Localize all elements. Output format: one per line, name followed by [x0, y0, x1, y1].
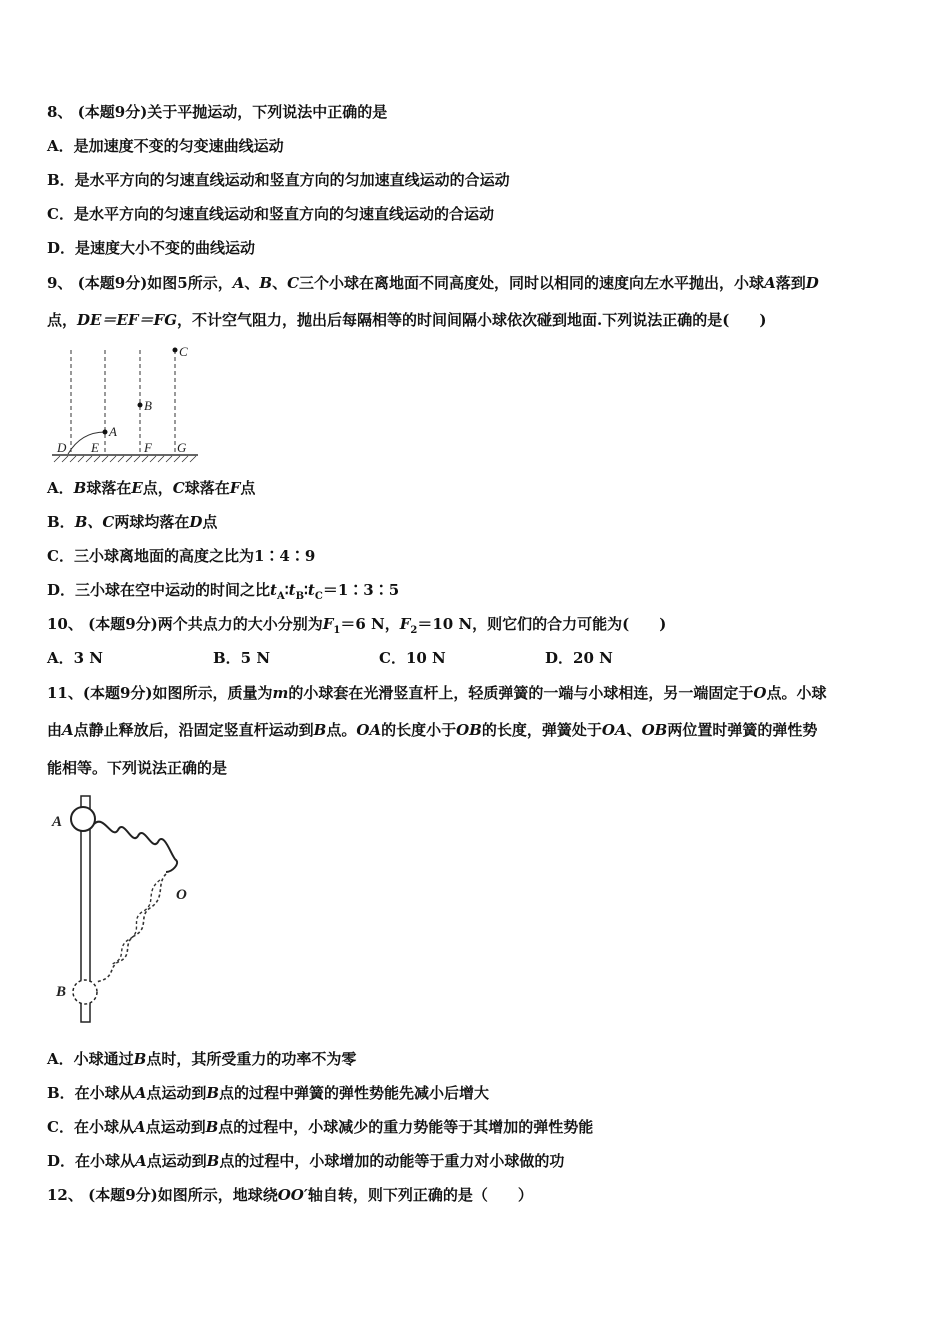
q9-stem-line1: 9、 (本题9分)如图5所示，A、B、C三个小球在离地面不同高度处，同时以相同的速度向左水平抛出，小球A落到D	[47, 274, 819, 292]
label-b: B	[56, 984, 67, 1000]
q8-option-b: B．是水平方向的匀速直线运动和竖直方向的匀加速直线运动的合运动	[47, 171, 510, 189]
ball-c-dot	[173, 348, 178, 353]
q10-option-c: C．10 N	[379, 649, 446, 667]
q9-option-a: A．B球落在E点，C球落在F点	[47, 479, 256, 497]
label-c: C	[179, 344, 188, 359]
q9-option-c: C．三小球离地面的高度之比为1∶4∶9	[47, 547, 316, 565]
q10-option-d: D．20 N	[545, 649, 613, 667]
spring-at-a	[94, 822, 177, 872]
label-a: A	[109, 424, 117, 439]
ball-a-dot	[103, 430, 108, 435]
q11-stem-line1: 11、(本题9分)如图所示，质量为m的小球套在光滑竖直杆上，轻质弹簧的一端与小球相连，另一端固定于O点。小球	[47, 684, 827, 702]
q9-option-b: B．B、C两球均落在D点	[47, 513, 218, 531]
q9-figure	[46, 342, 206, 464]
q8-option-a: A．是加速度不变的匀变速曲线运动	[47, 137, 284, 155]
q11-option-c: C．在小球从A点运动到B点的过程中，小球减少的重力势能等于其增加的弹性势能	[47, 1118, 594, 1136]
q10-option-a: A．3 N	[47, 649, 104, 667]
q12-stem: 12、 (本题9分)如图所示，地球绕OO′轴自转，则下列正确的是（ ）	[47, 1186, 533, 1204]
label-d: D	[57, 440, 67, 455]
label-g: G	[177, 440, 187, 455]
label-b: B	[144, 398, 152, 413]
label-e: E	[91, 440, 99, 455]
ball-at-b	[73, 980, 97, 1004]
q11-stem-line3: 能相等。下列说法正确的是	[47, 759, 228, 777]
label-f: F	[144, 440, 152, 455]
q9-option-d: D．三小球在空中运动的时间之比$t_A∶t_B∶t_C=1∶3∶5$	[47, 581, 400, 602]
q8-option-c: C．是水平方向的匀速直线运动和竖直方向的匀速直线运动的合运动	[47, 205, 494, 223]
ball-b-dot	[138, 403, 143, 408]
q8-option-d: D．是速度大小不变的曲线运动	[47, 239, 256, 257]
label-o: O	[176, 887, 187, 903]
q8-stem: 8、 (本题9分)关于平抛运动，下列说法中正确的是	[47, 103, 388, 121]
q11-stem-line2: 由A点静止释放后，沿固定竖直杆运动到B点。OA的长度小于OB的长度，弹簧处于OA、OB两位置时弹簧的弹性势	[47, 721, 818, 739]
q10-options	[47, 648, 711, 668]
q11-figure	[46, 788, 206, 1028]
q9-stem-line2: 点，DE＝EF＝FG，不计空气阻力，抛出后每隔相等的时间间隔小球依次碰到地面.下列说法正确的是( )	[47, 311, 767, 329]
q11-option-d: D．在小球从A点运动到B点的过程中，小球增加的动能等于重力对小球做的功	[47, 1152, 565, 1170]
ball-at-a	[71, 807, 95, 831]
label-a: A	[52, 814, 63, 830]
q11-option-b: B．在小球从A点运动到B点的过程中弹簧的弹性势能先减小后增大	[47, 1084, 490, 1102]
spring-at-b	[96, 874, 166, 982]
q10-stem: 10、 (本题9分)两个共点力的大小分别为$F_1=6$ N，$F_2=10$ N，则它们的合力可能为( )	[47, 615, 667, 636]
q10-option-b: B．5 N	[213, 649, 271, 667]
q11-option-a: A．小球通过B点时，其所受重力的功率不为零	[47, 1050, 357, 1068]
